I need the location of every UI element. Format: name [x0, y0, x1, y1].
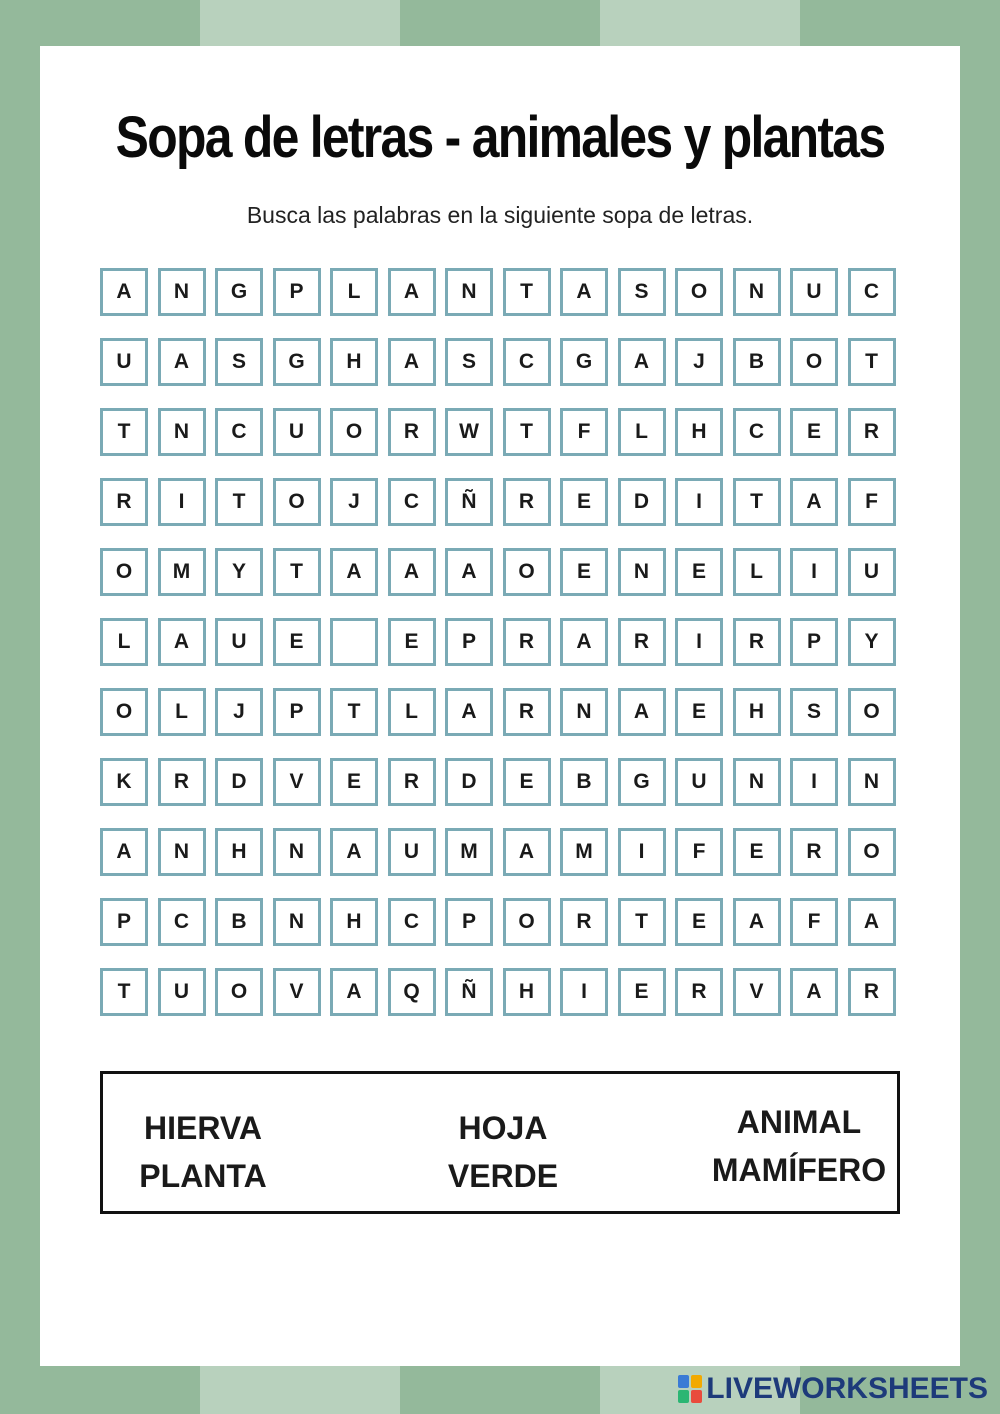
grid-cell[interactable]: A	[158, 338, 206, 386]
grid-cell[interactable]: E	[388, 618, 436, 666]
word-item: ANIMAL	[736, 1104, 862, 1140]
grid-cell[interactable]: L	[100, 618, 148, 666]
grid-cell[interactable]: E	[618, 968, 666, 1016]
grid-cell[interactable]: T	[503, 268, 551, 316]
grid-cell[interactable]: T	[618, 898, 666, 946]
instructions: Busca las palabras en la siguiente sopa de letras.	[246, 202, 754, 228]
grid-cell[interactable]: C	[158, 898, 206, 946]
grid-cell[interactable]: H	[733, 688, 781, 736]
word-search-grid	[100, 268, 896, 1016]
grid-cell[interactable]: N	[733, 758, 781, 806]
grid-cell[interactable]: C	[848, 268, 896, 316]
grid-cell[interactable]: R	[848, 408, 896, 456]
grid-cell[interactable]: U	[790, 268, 838, 316]
grid-cell[interactable]: O	[273, 478, 321, 526]
grid-cell[interactable]: W	[445, 408, 493, 456]
grid-cell[interactable]: P	[445, 618, 493, 666]
grid-cell[interactable]: P	[790, 618, 838, 666]
grid-cell[interactable]: A	[388, 338, 436, 386]
grid-cell[interactable]: N	[158, 268, 206, 316]
grid-cell[interactable]: D	[445, 758, 493, 806]
liveworksheets-icon	[678, 1375, 702, 1403]
brand-name: LIVEWORKSHEETS	[706, 1372, 988, 1405]
grid-cell[interactable]	[330, 618, 378, 666]
grid-cell[interactable]: O	[100, 548, 148, 596]
grid-cell[interactable]: A	[503, 828, 551, 876]
grid-cell[interactable]: M	[158, 548, 206, 596]
grid-cell[interactable]: Ñ	[445, 478, 493, 526]
grid-cell[interactable]: A	[618, 688, 666, 736]
grid-cell[interactable]: P	[100, 898, 148, 946]
grid-cell[interactable]: P	[273, 688, 321, 736]
grid-cell[interactable]: O	[503, 898, 551, 946]
word-item: HIERVA	[144, 1110, 262, 1146]
grid-cell[interactable]: G	[273, 338, 321, 386]
grid-cell[interactable]: L	[158, 688, 206, 736]
grid-cell[interactable]: N	[445, 268, 493, 316]
grid-cell[interactable]: F	[848, 478, 896, 526]
grid-cell[interactable]: Q	[388, 968, 436, 1016]
grid-cell[interactable]: T	[848, 338, 896, 386]
grid-cell[interactable]: N	[158, 408, 206, 456]
grid-cell[interactable]: E	[790, 408, 838, 456]
grid-cell[interactable]: E	[560, 478, 608, 526]
grid-cell[interactable]: G	[618, 758, 666, 806]
word-item: VERDE	[447, 1158, 559, 1194]
grid-cell[interactable]: V	[273, 968, 321, 1016]
grid-cell[interactable]: U	[848, 548, 896, 596]
grid-cell[interactable]: L	[618, 408, 666, 456]
grid-cell[interactable]: H	[330, 898, 378, 946]
grid-cell[interactable]: N	[848, 758, 896, 806]
grid-cell[interactable]: P	[445, 898, 493, 946]
grid-cell[interactable]: T	[100, 968, 148, 1016]
grid-cell[interactable]: I	[790, 758, 838, 806]
grid-cell[interactable]: U	[675, 758, 723, 806]
grid-cell[interactable]: A	[100, 268, 148, 316]
grid-cell[interactable]: A	[790, 478, 838, 526]
grid-cell[interactable]: Y	[848, 618, 896, 666]
grid-cell[interactable]: E	[675, 548, 723, 596]
grid-cell[interactable]: O	[848, 688, 896, 736]
grid-cell[interactable]: I	[618, 828, 666, 876]
word-item: PLANTA	[139, 1158, 267, 1194]
grid-cell[interactable]: B	[733, 338, 781, 386]
worksheet-page	[40, 46, 960, 1366]
grid-cell[interactable]: O	[790, 338, 838, 386]
grid-cell[interactable]: V	[733, 968, 781, 1016]
top-stripe-band	[0, 0, 1000, 46]
grid-cell[interactable]: A	[445, 548, 493, 596]
grid-cell[interactable]: N	[560, 688, 608, 736]
grid-cell[interactable]: N	[273, 898, 321, 946]
grid-cell[interactable]: R	[675, 968, 723, 1016]
liveworksheets-logo[interactable]	[678, 1372, 988, 1406]
word-item: MAMÍFERO	[711, 1152, 887, 1188]
grid-cell[interactable]: A	[445, 688, 493, 736]
grid-cell[interactable]: R	[388, 758, 436, 806]
grid-cell[interactable]: U	[158, 968, 206, 1016]
grid-cell[interactable]: A	[560, 618, 608, 666]
grid-cell[interactable]: T	[273, 548, 321, 596]
word-column-2	[433, 1104, 573, 1200]
grid-cell[interactable]: A	[330, 968, 378, 1016]
grid-cell[interactable]: A	[848, 898, 896, 946]
grid-cell[interactable]: A	[790, 968, 838, 1016]
grid-cell[interactable]: R	[503, 618, 551, 666]
grid-cell[interactable]: O	[100, 688, 148, 736]
grid-cell[interactable]: C	[503, 338, 551, 386]
grid-cell[interactable]: S	[445, 338, 493, 386]
grid-cell[interactable]: K	[100, 758, 148, 806]
grid-cell[interactable]: I	[675, 618, 723, 666]
grid-cell[interactable]: O	[330, 408, 378, 456]
grid-cell[interactable]: T	[100, 408, 148, 456]
grid-cell[interactable]: Ñ	[445, 968, 493, 1016]
grid-cell[interactable]: Y	[215, 548, 263, 596]
grid-cell[interactable]: E	[675, 898, 723, 946]
grid-cell[interactable]: F	[560, 408, 608, 456]
grid-cell[interactable]: P	[273, 268, 321, 316]
grid-cell[interactable]: R	[503, 478, 551, 526]
grid-cell[interactable]: I	[675, 478, 723, 526]
grid-cell[interactable]: B	[560, 758, 608, 806]
grid-cell[interactable]: R	[388, 408, 436, 456]
grid-cell[interactable]: G	[560, 338, 608, 386]
grid-cell[interactable]: C	[388, 898, 436, 946]
grid-cell[interactable]: E	[733, 828, 781, 876]
grid-cell[interactable]: V	[273, 758, 321, 806]
grid-cell[interactable]: A	[560, 268, 608, 316]
grid-cell[interactable]: R	[560, 898, 608, 946]
grid-cell[interactable]: C	[215, 408, 263, 456]
grid-cell[interactable]: D	[215, 758, 263, 806]
grid-cell[interactable]: R	[158, 758, 206, 806]
grid-cell[interactable]: A	[158, 618, 206, 666]
grid-cell[interactable]: M	[560, 828, 608, 876]
grid-cell[interactable]: H	[675, 408, 723, 456]
grid-cell[interactable]: U	[273, 408, 321, 456]
grid-cell[interactable]: L	[733, 548, 781, 596]
grid-cell[interactable]: A	[618, 338, 666, 386]
grid-cell[interactable]: D	[618, 478, 666, 526]
grid-cell[interactable]: B	[215, 898, 263, 946]
grid-cell[interactable]: U	[215, 618, 263, 666]
grid-cell[interactable]: N	[158, 828, 206, 876]
grid-cell[interactable]: T	[215, 478, 263, 526]
word-column-3	[703, 1098, 895, 1194]
grid-cell[interactable]: N	[733, 268, 781, 316]
grid-cell[interactable]: N	[618, 548, 666, 596]
grid-cell[interactable]: R	[790, 828, 838, 876]
grid-cell[interactable]: U	[100, 338, 148, 386]
word-column-1	[133, 1104, 273, 1200]
grid-cell[interactable]: O	[848, 828, 896, 876]
grid-cell[interactable]: O	[215, 968, 263, 1016]
grid-cell[interactable]: L	[330, 268, 378, 316]
grid-cell[interactable]: N	[273, 828, 321, 876]
grid-cell[interactable]: R	[848, 968, 896, 1016]
grid-cell[interactable]: I	[790, 548, 838, 596]
grid-cell[interactable]: L	[388, 688, 436, 736]
word-item: HOJA	[458, 1110, 548, 1146]
grid-cell[interactable]: E	[330, 758, 378, 806]
grid-cell[interactable]: S	[618, 268, 666, 316]
grid-cell[interactable]: A	[733, 898, 781, 946]
grid-cell[interactable]: T	[503, 408, 551, 456]
grid-cell[interactable]: A	[388, 548, 436, 596]
grid-cell[interactable]: E	[503, 758, 551, 806]
grid-cell[interactable]: H	[503, 968, 551, 1016]
grid-cell[interactable]: A	[330, 828, 378, 876]
grid-cell[interactable]: A	[388, 268, 436, 316]
grid-cell[interactable]: C	[388, 478, 436, 526]
grid-cell[interactable]: F	[675, 828, 723, 876]
grid-cell[interactable]: F	[790, 898, 838, 946]
grid-cell[interactable]: S	[215, 338, 263, 386]
grid-cell[interactable]: T	[330, 688, 378, 736]
grid-cell[interactable]: O	[675, 268, 723, 316]
grid-cell[interactable]: E	[273, 618, 321, 666]
grid-cell[interactable]: I	[158, 478, 206, 526]
word-list-box	[100, 1071, 900, 1214]
grid-cell[interactable]: H	[330, 338, 378, 386]
grid-cell[interactable]: I	[560, 968, 608, 1016]
page-title: Sopa de letras - animales y plantas	[115, 105, 885, 170]
grid-cell[interactable]: A	[330, 548, 378, 596]
grid-cell[interactable]: G	[215, 268, 263, 316]
grid-cell[interactable]: R	[733, 618, 781, 666]
grid-cell[interactable]: T	[733, 478, 781, 526]
grid-cell[interactable]: J	[675, 338, 723, 386]
grid-cell[interactable]: O	[503, 548, 551, 596]
grid-cell[interactable]: E	[560, 548, 608, 596]
grid-cell[interactable]: U	[388, 828, 436, 876]
grid-cell[interactable]: M	[445, 828, 493, 876]
grid-cell[interactable]: A	[100, 828, 148, 876]
grid-cell[interactable]: R	[100, 478, 148, 526]
grid-cell[interactable]: E	[675, 688, 723, 736]
grid-cell[interactable]: C	[733, 408, 781, 456]
grid-cell[interactable]: R	[503, 688, 551, 736]
grid-cell[interactable]: J	[215, 688, 263, 736]
grid-cell[interactable]: S	[790, 688, 838, 736]
grid-cell[interactable]: R	[618, 618, 666, 666]
grid-cell[interactable]: J	[330, 478, 378, 526]
grid-cell[interactable]: H	[215, 828, 263, 876]
